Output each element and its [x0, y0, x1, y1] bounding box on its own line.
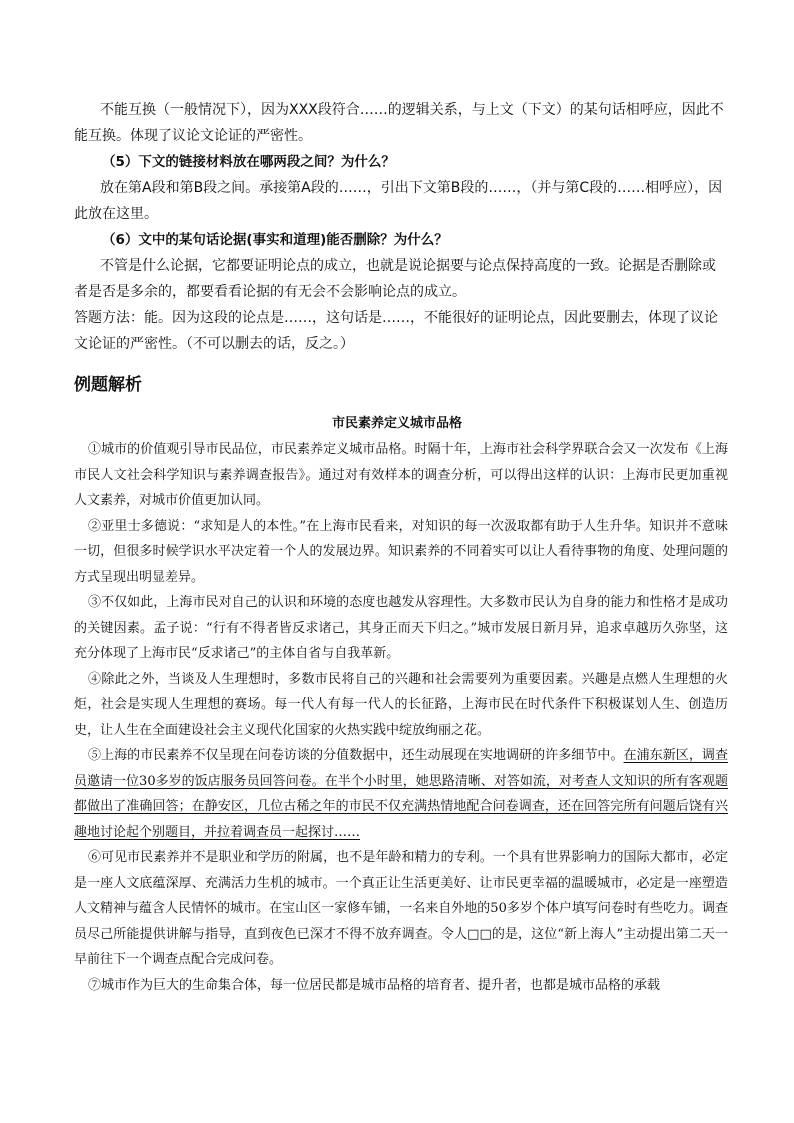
article-paragraph-5: [74, 743, 728, 845]
intro-paragraph-1: 不能互换（一般情况下），因为XXX段符合……的逻辑关系，与上文（下文）的某句话相呼应，因此不能互换。体现了议论文论证的严密性。: [74, 102, 724, 144]
section-title: 例题解析: [74, 375, 142, 395]
answer-6-paragraph: 不管是什么论据，它都要证明论点的成立，也就是说论据要与论点保持高度的一致。论据是否删除或者是否是多余的，都要看看论据的有无会不会影响论点的成立。: [74, 258, 716, 300]
question-6-heading: （6）文中的某句话论据(事实和道理)能否删除？为什么？: [102, 232, 448, 248]
paragraph-5-plain-text: ⑤上海的市民素养不仅呈现在问卷访谈的分值数据中，还生动展现在实地调研的许多细节中。: [88, 748, 624, 763]
intro-section: [74, 97, 724, 357]
answer-method-paragraph: 答题方法：能。因为这段的论点是……，这句话是……，不能很好的证明论点，因此要删去，体现了议论文论证的严密性。（不可以删去的话，反之。）: [74, 310, 718, 352]
article-title: 市民素养定义城市品格: [331, 416, 462, 431]
article-paragraph-6: ⑥可见市民素养并不是职业和学历的附属，也不是年龄和精力的专利。一个具有世界影响力的国际大都市，必定是一座人文底蕴深厚、充满活力生机的城市。一个真正让生活更美好、让市民更幸福的温暖城市，必定是一座塑造人文精神与蕴含人民情怀的城市。在宝山区一家修车铺，一名来自外地的50多岁个体户填写问卷时有些吃力。调查员尽己所能提供讲解与指导，直到夜色已深才不得不放弃调查。令人□□的是，这位“新上海人”主动提出第二天一早前往下一个调查点配合完成问卷。: [74, 850, 728, 967]
article-paragraph-4: ④除此之外，当谈及人生理想时，多数市民将自己的兴趣和社会需要列为重要因素。兴趣是点燃人生理想的火炬，社会是实现人生理想的赛场。每一代人有每一代人的长征路，上海市民在时代条件下积极谋划人生、创造历史，让人生在全面建设社会主义现代化国家的火热实践中绽放绚丽之花。: [74, 671, 728, 738]
question-5-heading: （5）下文的链接材料放在哪两段之间？为什么？: [102, 154, 395, 170]
article-paragraph-1: ①城市的价值观引导市民品位，市民素养定义城市品格。时隔十年，上海市社会科学界联合会又一次发布《上海市民人文社会科学知识与素养调查报告》。通过对有效样本的调查分析，可以得出这样的认识：上海市民更加重视人文素养，对城市价值更加认同。: [74, 442, 728, 508]
article-paragraph-3: ③不仅如此，上海市民对自己的认识和环境的态度也越发从容理性。大多数市民认为自身的能力和性格才是成功的关键因素。孟子说：“行有不得者皆反求诸己，其身正而天下归之。”城市发展日新月异，追求卓越历久弥坚，这充分体现了上海市民“反求诸己”的主体自省与自我革新。: [74, 595, 728, 661]
article-paragraph-7: ⑦城市作为巨大的生命集合体，每一位居民都是城市品格的培育者、提升者，也都是城市品格的承载: [88, 977, 661, 993]
article-body: [74, 437, 728, 998]
article-paragraph-2: ②亚里士多德说：“求知是人的本性。”在上海市民看来，对知识的每一次汲取都有助于人生升华。知识并不意味一切，但很多时候学识水平决定着一个人的发展边界。知识素养的不同着实可以让人看待事物的角度、处理问题的方式呈现出明显差异。: [74, 518, 728, 585]
answer-5-paragraph: 放在第A段和第B段之间。承接第A段的……，引出下文第B段的……，（并与第C段的……相呼应），因此放在这里。: [74, 180, 723, 222]
paragraph-5-underlined-text: 在浦东新区，调查员邀请一位30多岁的饭店服务员回答问卷。在半个小时里，她思路清晰、对答如流，对考查人文知识的所有客观题都做出了准确回答；在静安区，几位古稀之年的市民不仅充满热情地配合问卷调查，还在回答完所有问题后饶有兴趣地讨论起个别题目，并拉着调查员一起探讨……: [74, 748, 728, 840]
